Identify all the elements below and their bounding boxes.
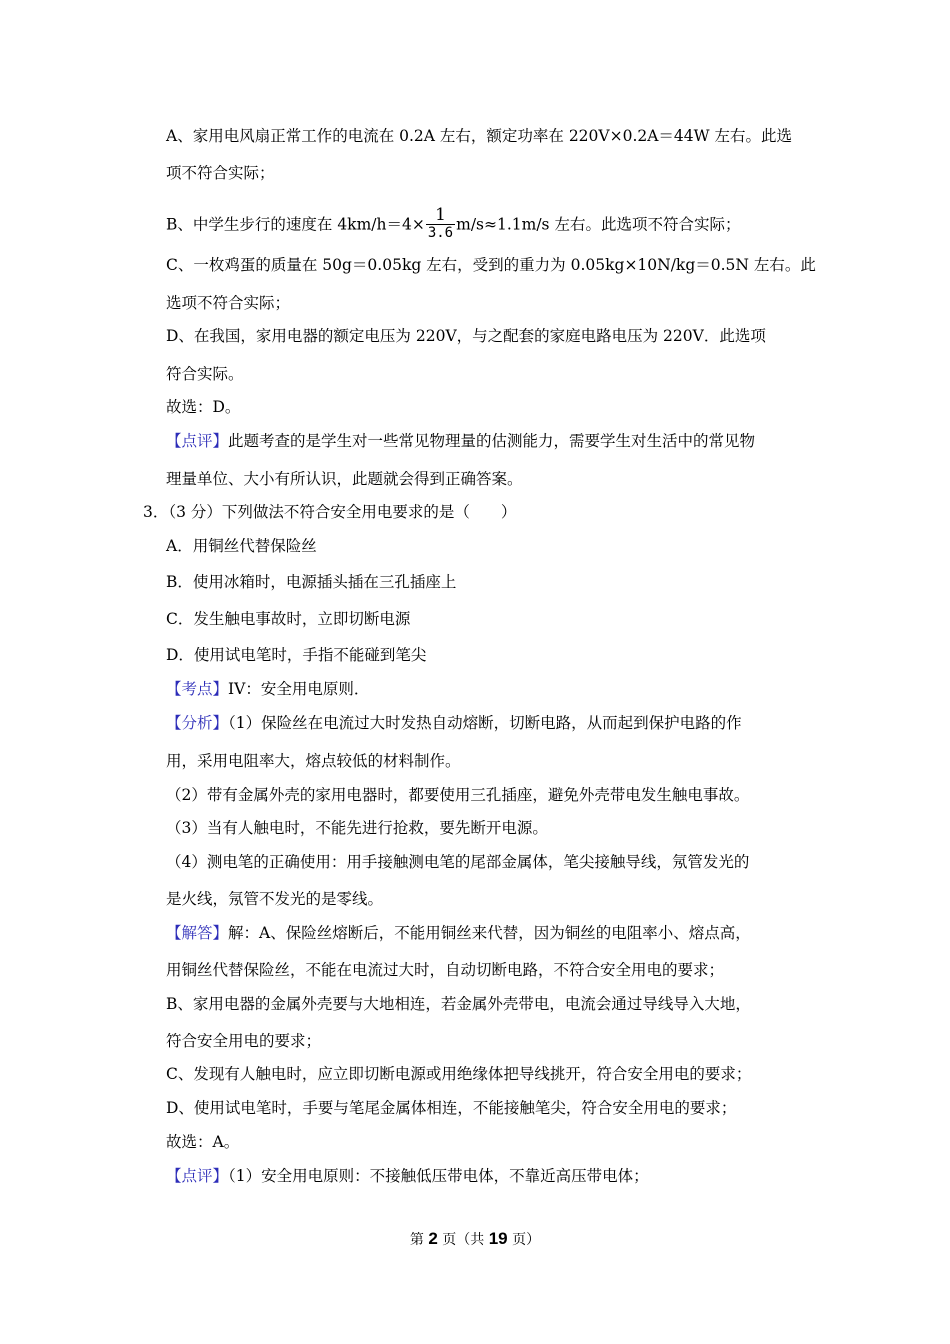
option-b-text-pre: B、中学生步行的速度在 4km/h＝4× <box>166 215 425 234</box>
review-tag: 【点评】 <box>166 432 229 450</box>
page-number: 2 <box>428 1229 438 1248</box>
review-q2-text: 此题考查的是学生对一些常见物理量的估测能力，需要学生对生活中的常见物 <box>228 432 756 450</box>
jieda-line3: B、家用电器的金属外壳要与大地相连，若金属外壳带电，电流会通过导线导入大地， <box>166 995 751 1013</box>
fenxi-text: （1）保险丝在电流过大时发热自动熔断，切断电路，从而起到保护电路的作 <box>228 714 742 732</box>
speed-fraction <box>426 206 455 241</box>
jieda-line2: 用铜丝代替保险丝，不能在电流过大时，自动切断电路，不符合安全用电的要求； <box>166 961 725 979</box>
option-d-line1: D、在我国，家用电器的额定电压为 220V，与之配套的家庭电路电压为 220V．此选项 <box>166 327 766 345</box>
jieda-tag: 【解答】 <box>166 924 229 942</box>
review-q2-line2: 理量单位、大小有所认识，此题就会得到正确答案。 <box>166 470 523 488</box>
option-a-line2: 项不符合实际； <box>166 164 275 182</box>
question-3-option-d: D．使用试电笔时，手指不能碰到笔尖 <box>166 646 427 664</box>
total-pages: 19 <box>488 1229 508 1248</box>
footer-suffix: 页） <box>507 1232 541 1248</box>
answer-q3: 故选：A。 <box>166 1133 240 1151</box>
jieda-text: 解：A、保险丝熔断后，不能用铜丝来代替，因为铜丝的电阻率小、熔点高， <box>228 924 751 942</box>
review-q2-line1 <box>166 431 755 451</box>
option-b-line <box>166 205 741 243</box>
fenxi-tag: 【分析】 <box>166 714 229 732</box>
option-c-line1: C、一枚鸡蛋的质量在 50g＝0.05kg 左右，受到的重力为 0.05kg×10N/kg＝0.5N 左右。此 <box>166 256 816 274</box>
question-3-option-b: B．使用冰箱时，电源插头插在三孔插座上 <box>166 573 457 591</box>
question-3-stem: 3．（3 分）下列做法不符合安全用电要求的是（ ） <box>143 503 517 521</box>
option-c-line2: 选项不符合实际； <box>166 294 291 312</box>
footer-prefix: 第 <box>409 1232 429 1248</box>
kaodian-text: IV：安全用电原则． <box>228 680 370 698</box>
jieda-line4: 符合安全用电的要求； <box>166 1032 322 1050</box>
fenxi-line3: （2）带有金属外壳的家用电器时，都要使用三孔插座，避免外壳带电发生触电事故。 <box>166 786 750 804</box>
option-d-line2: 符合实际。 <box>166 365 244 383</box>
answer-q2: 故选：D。 <box>166 398 241 416</box>
option-b-text-post: m/s≈1.1m/s 左右。此选项不符合实际； <box>456 215 741 234</box>
page-footer <box>0 1228 950 1251</box>
dianping-line <box>166 1166 649 1186</box>
fraction-numerator: 1 <box>426 206 455 225</box>
question-3-option-a: A．用铜丝代替保险丝 <box>166 537 317 555</box>
dianping-text: （1）安全用电原则：不接触低压带电体，不靠近高压带电体； <box>228 1167 649 1185</box>
fenxi-line4: （3）当有人触电时，不能先进行抢救，要先断开电源。 <box>166 819 548 837</box>
footer-middle: 页（共 <box>437 1232 489 1248</box>
fenxi-line1 <box>166 713 742 733</box>
kaodian-tag: 【考点】 <box>166 680 229 698</box>
option-a-line1: A、家用电风扇正常工作的电流在 0.2A 左右，额定功率在 220V×0.2A＝44W 左右。此选 <box>166 127 793 145</box>
jieda-line1 <box>166 923 751 943</box>
fenxi-line5: （4）测电笔的正确使用：用手接触测电笔的尾部金属体，笔尖接触导线，氖管发光的 <box>166 853 750 871</box>
question-3-option-c: C．发生触电事故时，立即切断电源 <box>166 610 411 628</box>
fenxi-line2: 用，采用电阻率大，熔点较低的材料制作。 <box>166 752 461 770</box>
dianping-tag: 【点评】 <box>166 1167 229 1185</box>
fraction-denominator: 3.6 <box>427 225 454 241</box>
kaodian-line <box>166 679 369 699</box>
jieda-line6: D、使用试电笔时，手要与笔尾金属体相连，不能接触笔尖，符合安全用电的要求； <box>166 1099 737 1117</box>
fenxi-line6: 是火线，氖管不发光的是零线。 <box>166 890 384 908</box>
jieda-line5: C、发现有人触电时，应立即切断电源或用绝缘体把导线挑开，符合安全用电的要求； <box>166 1065 752 1083</box>
